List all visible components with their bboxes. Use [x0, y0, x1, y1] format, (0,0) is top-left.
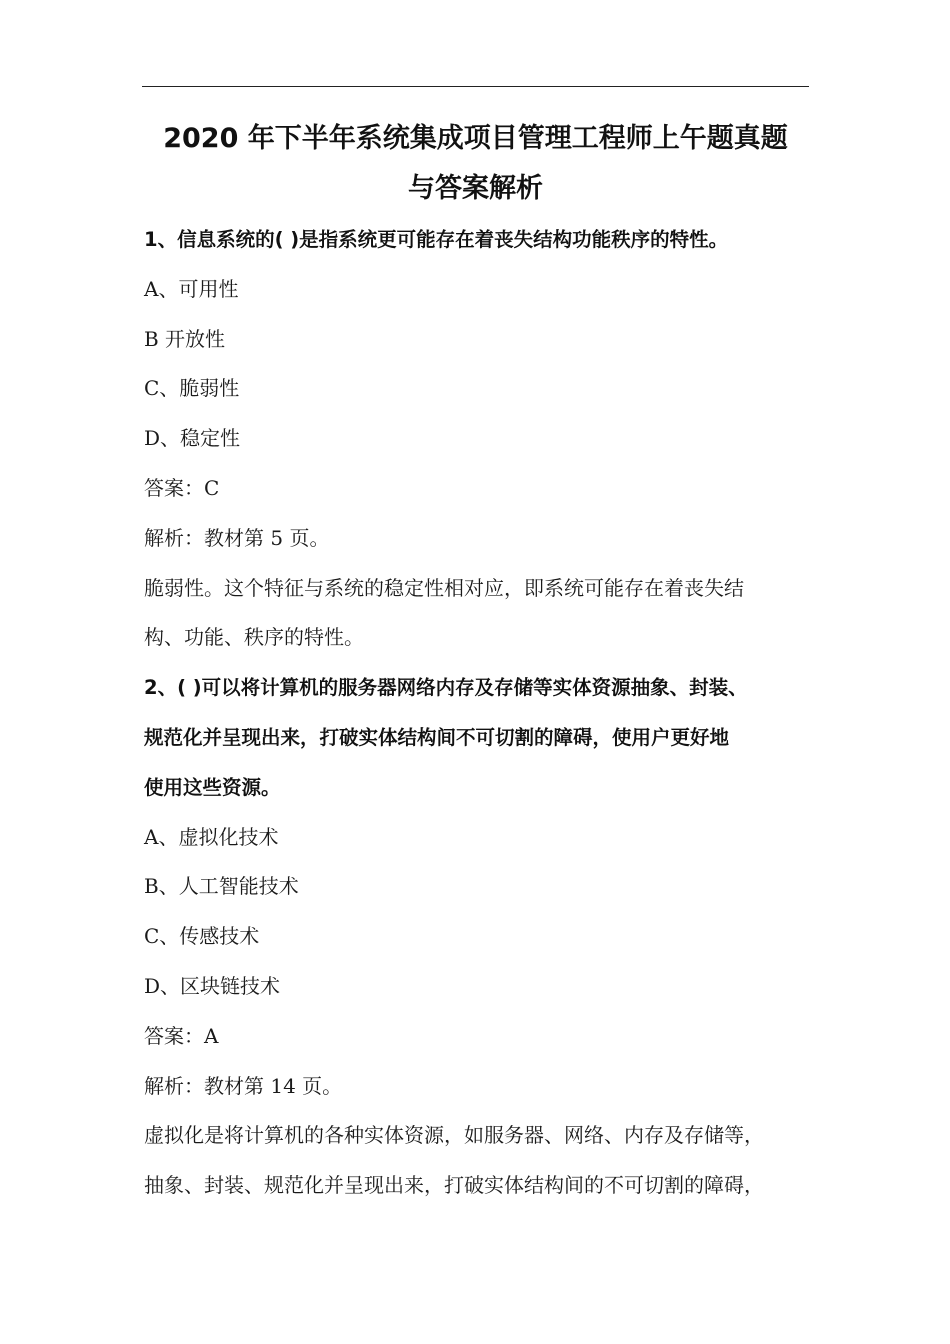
question-stem: 使用这些资源。 — [144, 775, 281, 799]
option-b: B 开放性 — [144, 326, 226, 351]
title-line-1: 2020 年下半年系统集成项目管理工程师上午题真题 — [163, 123, 788, 154]
title-line-2: 与答案解析 — [408, 173, 543, 204]
analysis-text: 构、功能、秩序的特性。 — [144, 625, 364, 650]
document-title — [142, 114, 809, 214]
option-d: D、区块链技术 — [144, 973, 281, 998]
option-c: C、传感技术 — [144, 924, 260, 949]
analysis-text: 脆弱性。这个特征与系统的稳定性相对应，即系统可能存在着丧失结 — [144, 575, 744, 600]
answer: 答案：C — [144, 475, 220, 500]
analysis-title: 解析：教材第 14 页。 — [144, 1073, 343, 1098]
question-stem: 1、信息系统的( )是指系统更可能存在着丧失结构功能秩序的特性。 — [144, 228, 729, 251]
option-c: C、脆弱性 — [144, 376, 240, 401]
analysis-title: 解析：教材第 5 页。 — [144, 525, 330, 550]
question-2 — [144, 663, 809, 1211]
option-a: A、可用性 — [144, 276, 239, 301]
question-1 — [144, 215, 809, 663]
option-b: B、人工智能技术 — [144, 874, 299, 899]
document-body — [144, 215, 809, 1211]
option-a: A、虚拟化技术 — [144, 824, 279, 849]
answer: 答案：A — [144, 1023, 219, 1048]
analysis-text: 抽象、封装、规范化并呈现出来，打破实体结构间的不可切割的障碍， — [144, 1173, 764, 1198]
question-stem: 规范化并呈现出来，打破实体结构间不可切割的障碍，使用户更好地 — [144, 725, 730, 749]
option-d: D、稳定性 — [144, 426, 241, 451]
question-stem: 2、( )可以将计算机的服务器网络内存及存储等实体资源抽象、封装、 — [144, 676, 748, 700]
analysis-text: 虚拟化是将计算机的各种实体资源，如服务器、网络、内存及存储等， — [144, 1123, 764, 1148]
header-rule — [142, 86, 809, 87]
